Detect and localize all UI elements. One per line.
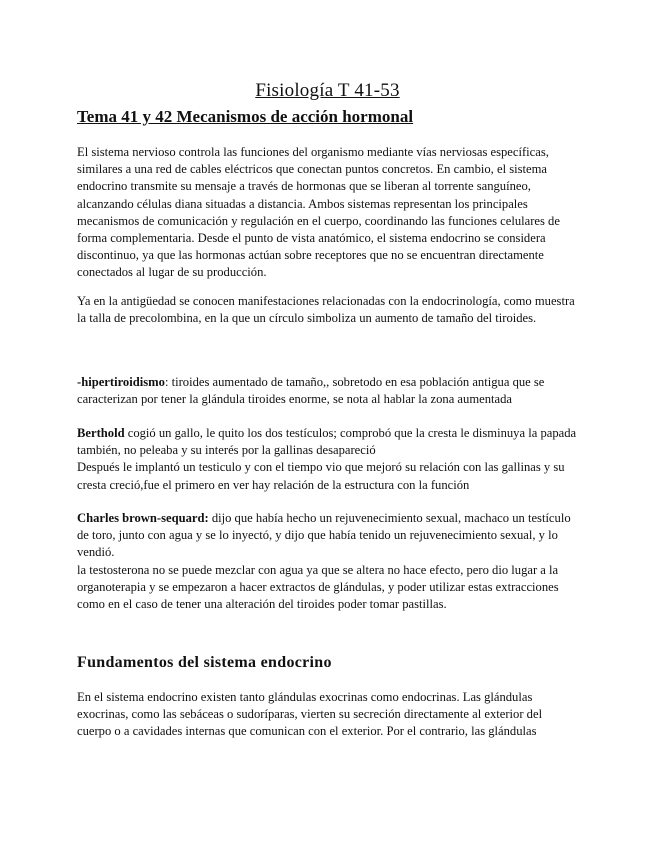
berthold-text: cogió un gallo, le quito los dos testículos; comprobó que la cresta le disminuya la papada también, no peleaba y su interés por la gallinas desapareció [77, 426, 577, 458]
subsection-heading: Fundamentos del sistema endocrino [77, 654, 332, 671]
page-title: Fisiología T 41-53 [255, 80, 400, 101]
section-heading: Tema 41 y 42 Mecanismos de acción hormonal [77, 107, 414, 126]
fundamentos-paragraph: En el sistema endocrino existen tanto glándulas exocrinas como endocrinas. Las glándulas exocrinas, como las sebáceas o sudoríparas, vierten su secreción directamente al exterior del cuerpo o a cavidades internas que comunican con el exterior. Por el contrario, las glándulas [77, 690, 543, 739]
berthold-paragraph [77, 425, 577, 494]
berthold-name: Berthold [77, 426, 125, 440]
charles-paragraph [77, 510, 577, 613]
charles-name: Charles brown-sequard: [77, 511, 209, 525]
berthold-text-2: Después le implantó un testiculo y con el tiempo vio que mejoró su relación con las gallinas y su cresta creció,fue el primero en ver hay relación de la estructura con la función [77, 460, 565, 492]
intro-paragraph: El sistema nervioso controla las funciones del organismo mediante vías nerviosas específicas, similares a una red de cables eléctricos que conectan puntos concretos. En cambio, el sistema endocrino transmite su mensaje a través de hormonas que se liberan al torrente sanguíneo, alcanzando células diana situadas a distancia. Ambos sistemas representan los principales mecanismos de comunicación y regulación en el cuerpo, coordinando las funciones celulares de forma complementaria. Desde el punto de vista anatómico, el sistema endocrino se considera discontinuo, ya que las hormonas actúan sobre receptores que no se encuentran directamente conectados al lugar de su producción. [77, 145, 560, 280]
hyperthyroidism-term: -hipertiroidismo [77, 375, 165, 389]
charles-text-2: la testosterona no se puede mezclar con agua ya que se altera no hace efecto, pero dio lugar a la organoterapia y se empezaron a hacer extractos de glándulas, y poder utilizar estas extracciones como en el caso de tener una alteración del tiroides poder tomar pastillas. [77, 562, 559, 612]
charles-text: dijo que había hecho un rejuvenecimiento sexual, machaco un testículo de toro, junto con agua y se lo inyectó, y dijo que había tenido un rejuvenecimiento sexual, y lo vendió. [77, 511, 571, 560]
antiquity-paragraph: Ya en la antigüedad se conocen manifestaciones relacionadas con la endocrinología, como muestra la talla de precolombina, en la que un círculo simboliza un aumento de tamaño del tiroides. [77, 294, 575, 326]
hyperthyroidism-paragraph [77, 374, 577, 408]
hyperthyroidism-text: : tiroides aumentado de tamaño,, sobretodo en esa población antigua que se caracterizan por tener la glándula tiroides enorme, se nota al hablar la zona aumentada [77, 375, 545, 407]
